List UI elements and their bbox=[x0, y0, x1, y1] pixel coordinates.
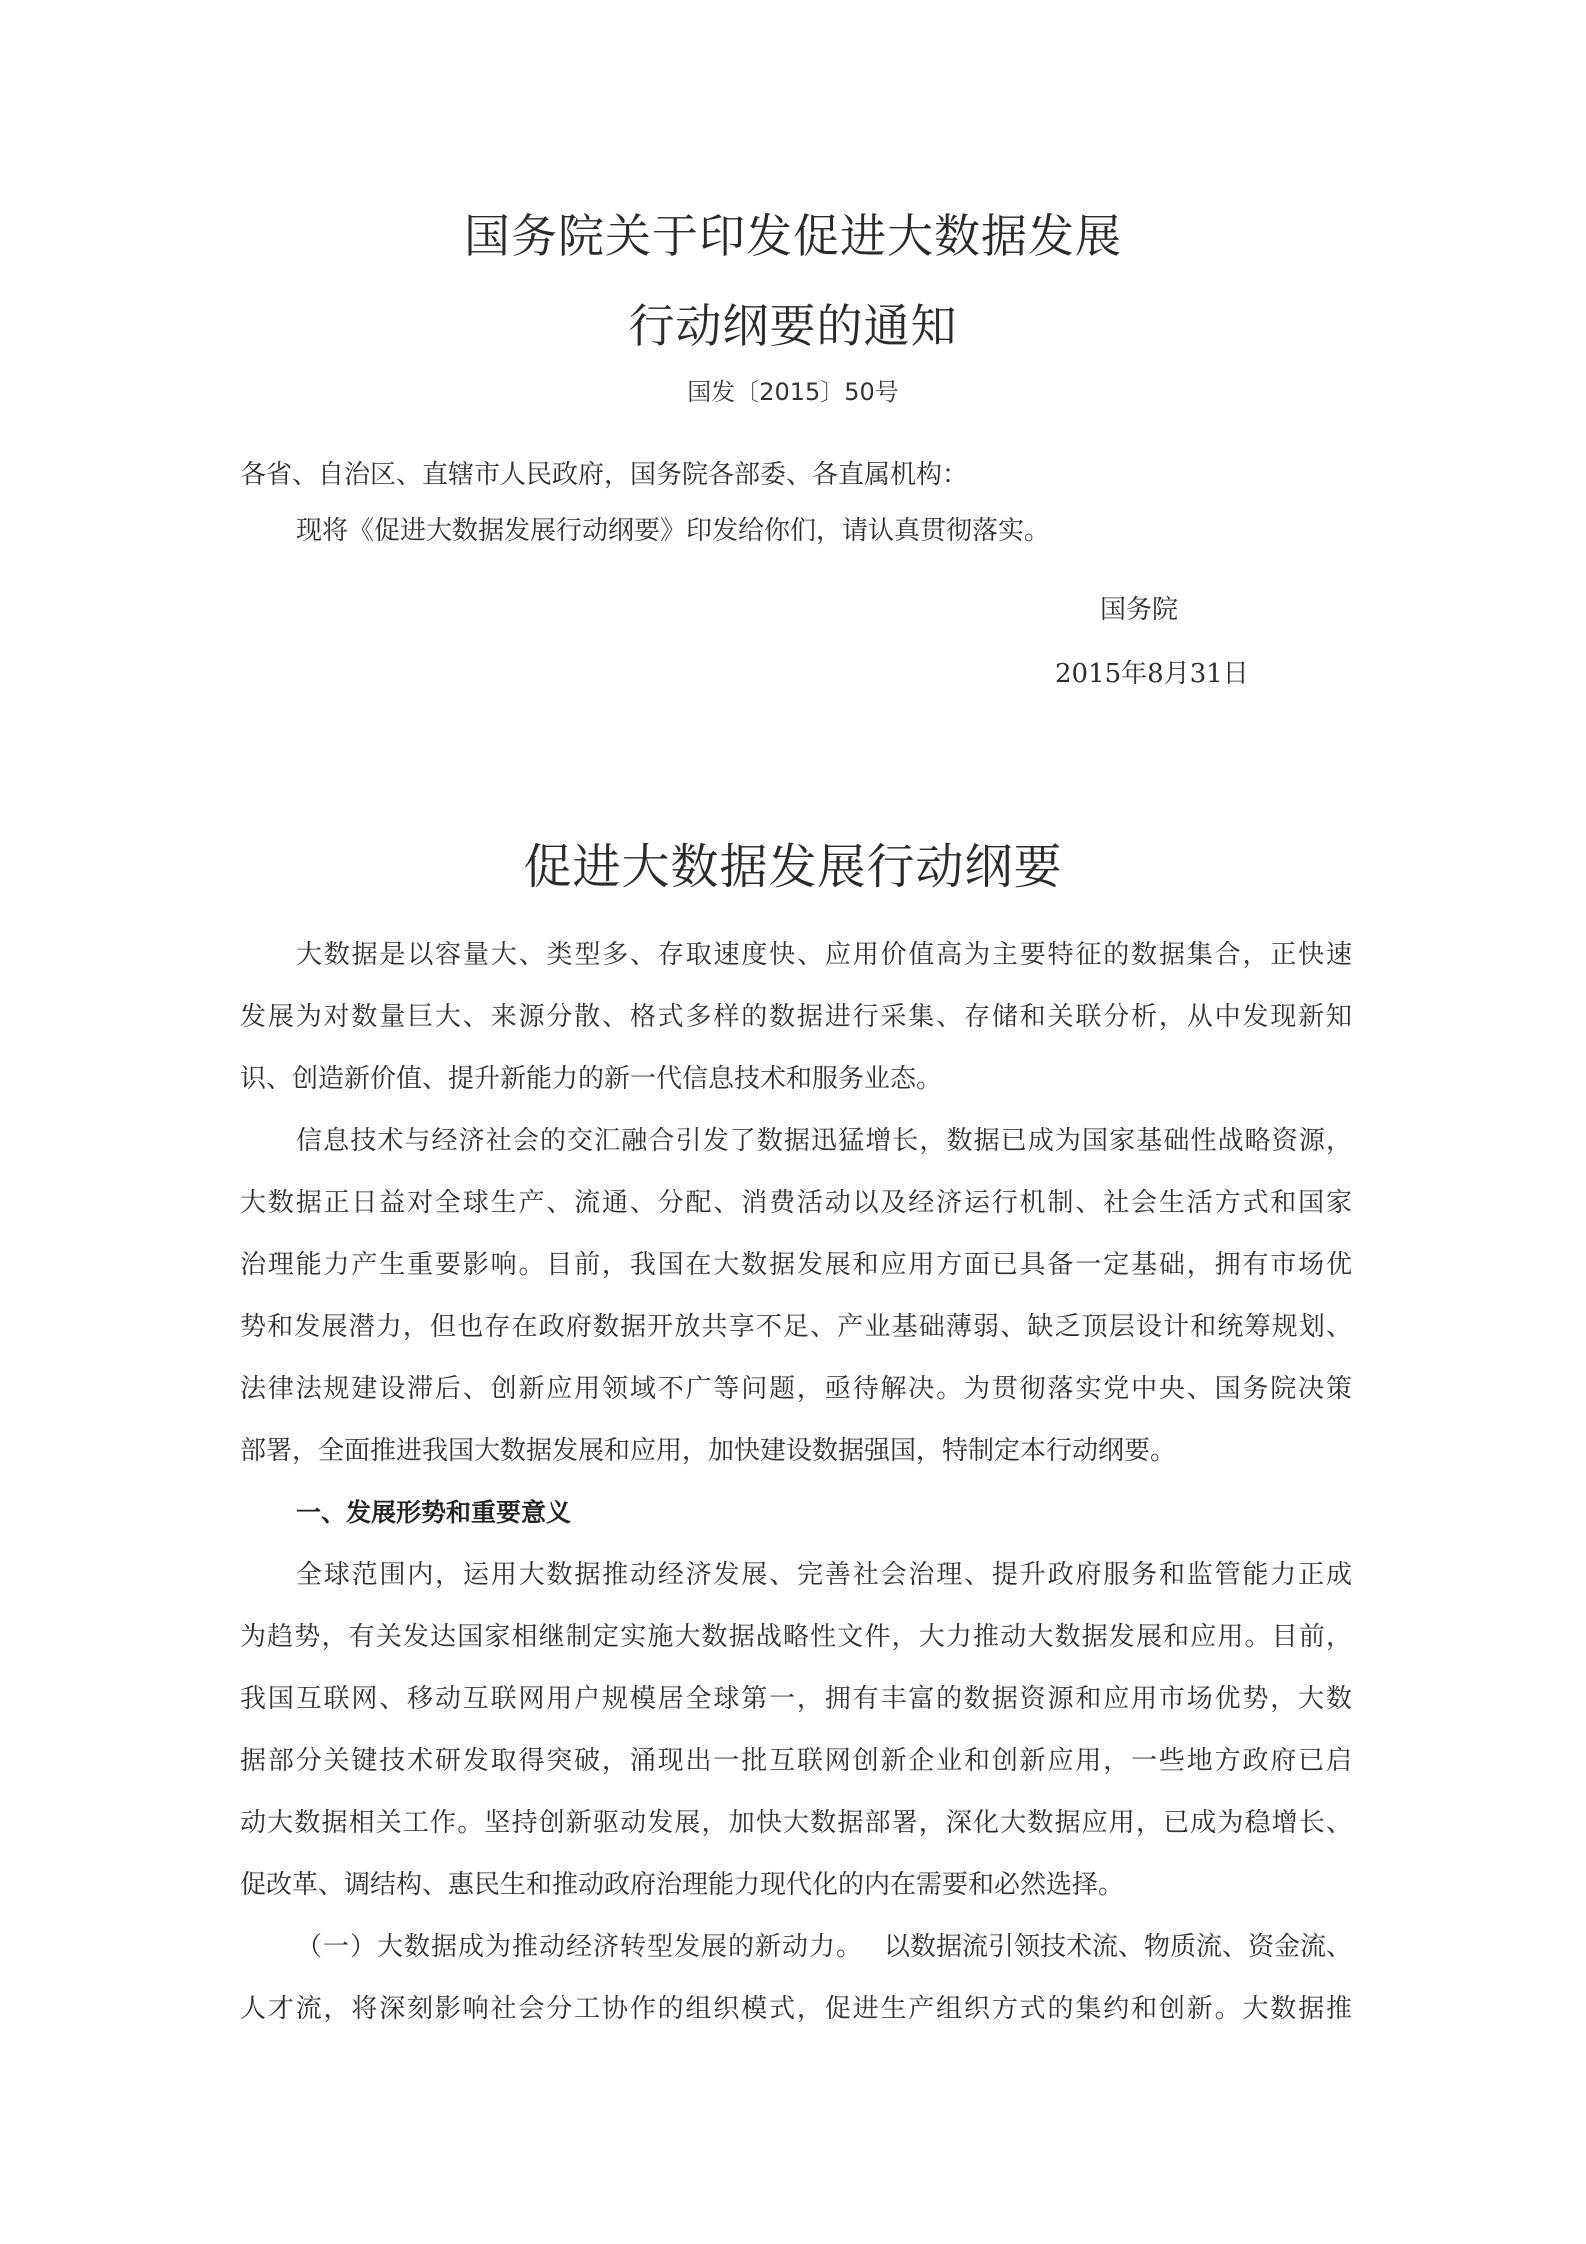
paragraph-text: 以数据流引领技术流、物质流、资金流、 bbox=[883, 1932, 1352, 1962]
paragraph-line: 法律法规建设滞后、创新应用领域不广等问题，亟待解决。为贯彻落实党中央、国务院决策 bbox=[240, 1374, 1352, 1404]
paragraph-line: 全球范围内，运用大数据推动经济发展、完善社会治理、提升政府服务和监管能力正成 bbox=[296, 1560, 1352, 1590]
paragraph-line: 信息技术与经济社会的交汇融合引发了数据迅猛增长，数据已成为国家基础性战略资源， bbox=[296, 1126, 1352, 1156]
signature-organization: 国务院 bbox=[1100, 595, 1179, 625]
paragraph-line: 人才流，将深刻影响社会分工协作的组织模式，促进生产组织方式的集约和创新。大数据推 bbox=[240, 1994, 1352, 2024]
paragraph-line: 促改革、调结构、惠民生和推动政府治理能力现代化的内在需要和必然选择。 bbox=[240, 1870, 1125, 1900]
paragraph-line: 我国互联网、移动互联网用户规模居全球第一，拥有丰富的数据资源和应用市场优势，大数 bbox=[240, 1684, 1352, 1714]
paragraph-line: 动大数据相关工作。坚持创新驱动发展，加快大数据部署，深化大数据应用，已成为稳增长、 bbox=[240, 1808, 1352, 1838]
paragraph-line: 为趋势，有关发达国家相继制定实施大数据战略性文件，大力推动大数据发展和应用。目前， bbox=[240, 1622, 1352, 1652]
notice-title-line2: 行动纲要的通知 bbox=[628, 299, 958, 353]
addressee: 各省、自治区、直辖市人民政府，国务院各部委、各直属机构： bbox=[240, 460, 969, 490]
paragraph-line bbox=[240, 1930, 1352, 1964]
paragraph-line: 势和发展潜力，但也存在政府数据开放共享不足、产业基础薄弱、缺乏顶层设计和统筹规划、 bbox=[240, 1312, 1352, 1342]
paragraph-line: 部署，全面推进我国大数据发展和应用，加快建设数据强国，特制定本行动纲要。 bbox=[240, 1436, 1177, 1466]
notice-body: 现将《促进大数据发展行动纲要》印发给你们，请认真贯彻落实。 bbox=[296, 516, 1051, 546]
document-number: 国发〔2015〕50号 bbox=[687, 378, 899, 406]
notice-title-line1: 国务院关于印发促进大数据发展 bbox=[464, 209, 1122, 263]
paragraph-line: 治理能力产生重要影响。目前，我国在大数据发展和应用方面已具备一定基础，拥有市场优 bbox=[240, 1250, 1352, 1280]
paragraph-line: 发展为对数量巨大、来源分散、格式多样的数据进行采集、存储和关联分析，从中发现新知 bbox=[240, 1002, 1352, 1032]
paragraph-line: 大数据正日益对全球生产、流通、分配、消费活动以及经济运行机制、社会生活方式和国家 bbox=[240, 1188, 1352, 1218]
paragraph-line: 大数据是以容量大、类型多、存取速度快、应用价值高为主要特征的数据集合，正快速 bbox=[296, 940, 1352, 970]
section-heading: 一、发展形势和重要意义 bbox=[296, 1498, 572, 1527]
outline-title: 促进大数据发展行动纲要 bbox=[523, 839, 1063, 895]
paragraph-line: 据部分关键技术研发取得突破，涌现出一批互联网创新企业和创新应用，一些地方政府已启 bbox=[240, 1746, 1352, 1776]
subsection-lead: （一）大数据成为推动经济转型发展的新动力。 bbox=[296, 1932, 864, 1962]
signature-date: 2015年8月31日 bbox=[1055, 659, 1249, 689]
paragraph-line: 识、创造新价值、提升新能力的新一代信息技术和服务业态。 bbox=[240, 1064, 943, 1094]
